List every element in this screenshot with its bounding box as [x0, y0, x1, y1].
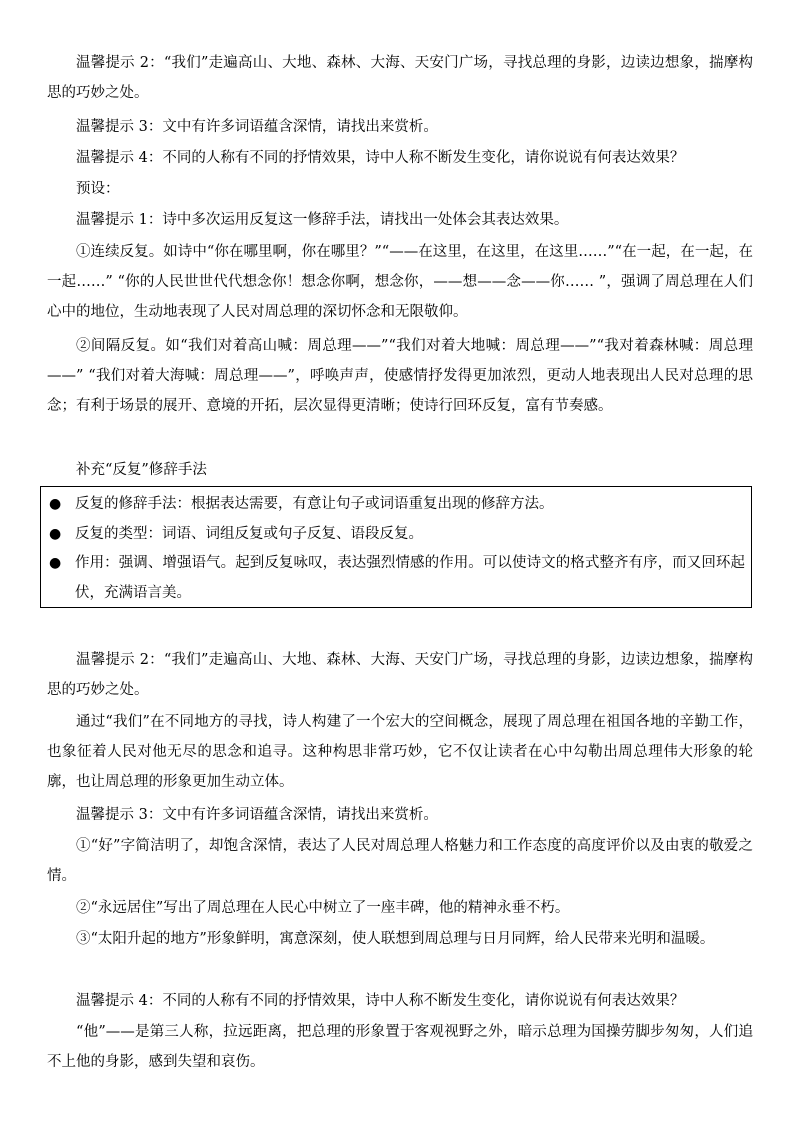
rhetoric-info-box: [40, 486, 752, 608]
hint3-question-repeat: 温馨提示 3：文中有许多词语蕴含深情，请找出来赏析。: [76, 807, 438, 823]
bullet-icon: ●: [49, 496, 62, 512]
box-item-text: 反复的类型：词语、词组反复或句子反复、语段反复。: [75, 526, 423, 542]
repetition-continuous: ①连续反复。如诗中“你在哪里啊，你在哪里？”“——在这里，在这里，在这里……”“在一起，在一起，在一起……” “你的人民世世代代想念你！想念你啊，想念你，——想——念——你…… ”，强调了周总理在人们心中的地位，生动地表现了人民对周总理的深切怀念和无限敬仰。: [47, 244, 753, 320]
hint2-answer: 通过“我们”在不同地方的寻找，诗人构建了一个宏大的空间概念，展现了周总理在祖国各地的辛勤工作，也象征着人民对他无尽的思念和追寻。这种构思非常巧妙，它不仅让读者在心中勾勒出周总理伟大形象的轮廓，也让周总理的形象更加生动立体。: [47, 714, 753, 790]
hint1-question: 温馨提示 1：诗中多次运用反复这一修辞手法，请找出一处体会其表达效果。: [76, 212, 569, 228]
hint4-question: 温馨提示 4：不同的人称有不同的抒情效果，诗中人称不断发生变化，请你说说有何表达效果？: [76, 150, 685, 166]
bullet-icon: ●: [49, 555, 62, 571]
supplement-heading: 补充“反复”修辞手法: [76, 462, 207, 478]
box-item-text: 反复的修辞手法：根据表达需要，有意让句子或词语重复出现的修辞方法。: [75, 496, 554, 512]
hint2-question: 温馨提示 2：“我们”走遍高山、大地、森林、大海、天安门广场，寻找总理的身影，边读边想象，揣摩构思的巧妙之处。: [47, 55, 753, 101]
third-person-analysis: “他”——是第三人称，拉远距离，把总理的形象置于客观视野之外，暗示总理为国操劳脚步匆匆，人们追不上他的身影，感到失望和哀伤。: [47, 1024, 753, 1070]
box-item: [49, 548, 745, 608]
box-item: [49, 489, 745, 519]
hint4-question-repeat: 温馨提示 4：不同的人称有不同的抒情效果，诗中人称不断发生变化，请你说说有何表达效果？: [76, 993, 685, 1009]
repetition-interval: ②间隔反复。如“我们对着高山喊：周总理——”“我们对着大地喊：周总理——”“我对着森林喊：周总理——” “我们对着大海喊：周总理——”，呼唤声声，使感情抒发得更加浓烈，更动人地表现出人民对总理的思念；有利于场景的展开、意境的开拓，层次显得更清晰；使诗行回环反复，富有节奏感。: [47, 338, 753, 414]
word-analysis-1: ①“好”字简洁明了，却饱含深情，表达了人民对周总理人格魅力和工作态度的高度评价以及由衷的敬爱之情。: [47, 838, 753, 884]
word-analysis-2: ②“永远居住”写出了周总理在人民心中树立了一座丰碑，他的精神永垂不朽。: [76, 900, 570, 916]
preset-label: 预设：: [76, 181, 120, 197]
hint3-question: 温馨提示 3：文中有许多词语蕴含深情，请找出来赏析。: [76, 119, 438, 135]
box-item: [49, 519, 745, 549]
hint2-question-repeat: 温馨提示 2：“我们”走遍高山、大地、森林、大海、天安门广场，寻找总理的身影，边读边想象，揣摩构思的巧妙之处。: [47, 652, 753, 698]
word-analysis-3: ③“太阳升起的地方”形象鲜明，寓意深刻，使人联想到周总理与日月同辉，给人民带来光明和温暖。: [76, 931, 715, 947]
bullet-icon: ●: [49, 526, 62, 542]
box-item-text: 作用：强调、增强语气。起到反复咏叹，表达强烈情感的作用。可以使诗文的格式整齐有序，而又回环起伏，充满语言美。: [75, 555, 745, 601]
